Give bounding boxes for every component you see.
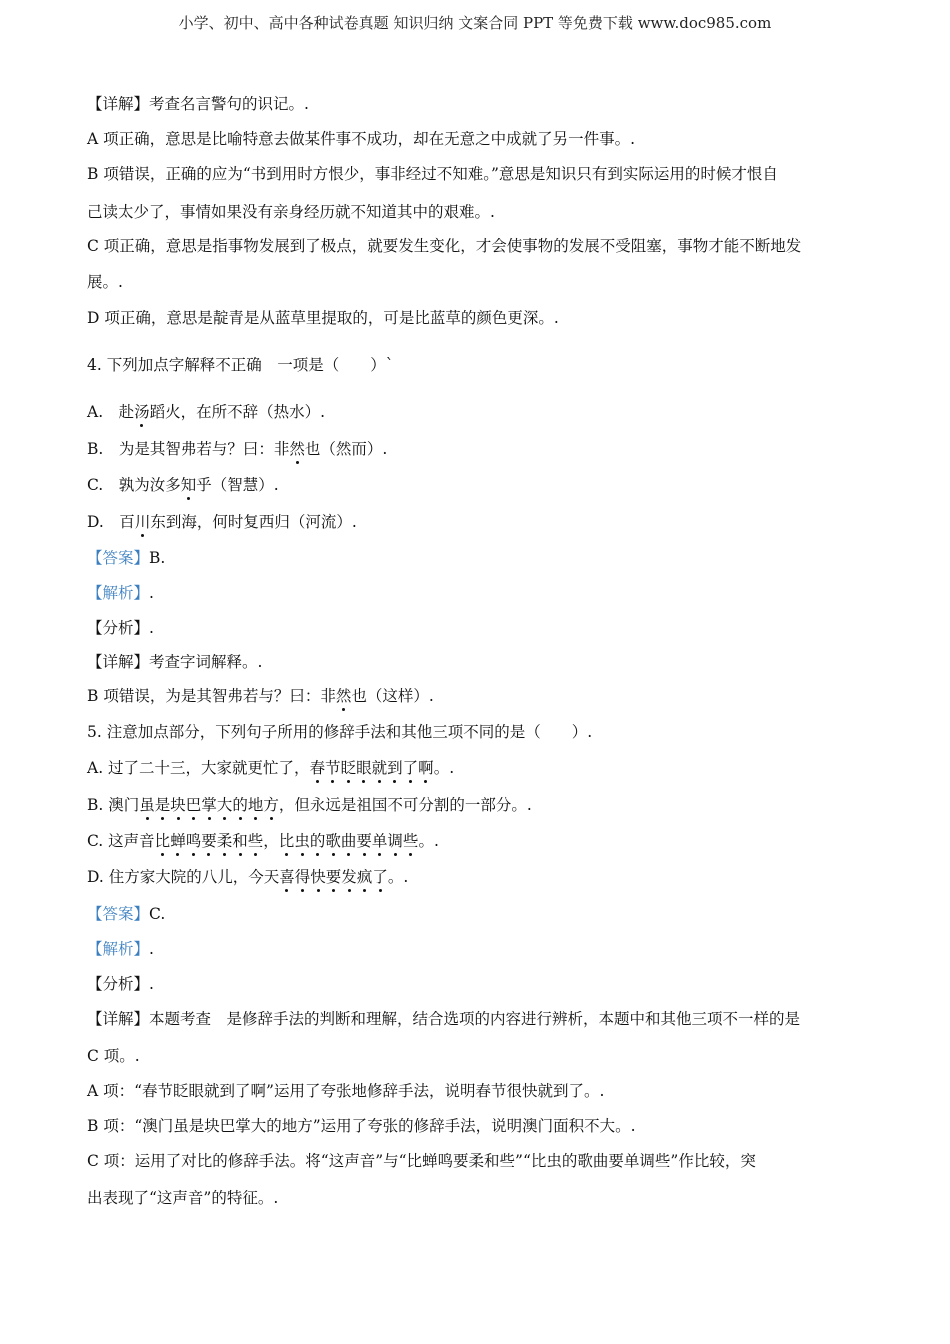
text-segment: D. 住方家大院的八儿，今天 <box>87 868 280 886</box>
text-segment: 出表现了“这声音”的特征。. <box>87 1189 279 1207</box>
emphasis-dot-char: 汤 <box>134 400 150 422</box>
text-line <box>87 200 495 222</box>
emphasis-dot-char: 单 <box>372 829 388 851</box>
text-segment: 展。. <box>87 273 123 291</box>
text-segment: D. 百 <box>87 513 135 531</box>
emphasis-dot-char: 地 <box>248 793 264 815</box>
text-segment: B 项：“澳门虽是块巴掌大的地方”运用了夸张的修辞手法，说明澳门面积不大。. <box>87 1117 636 1135</box>
text-line <box>87 437 387 459</box>
text-segment: B 项错误，正确的应为“书到用时方恨少，事非经过不知难。”意思是知识只有到实际运用的时候才恨自 <box>87 165 778 183</box>
text-line <box>87 92 309 114</box>
text-line <box>87 306 559 328</box>
emphasis-dot-char: 了 <box>372 865 388 887</box>
emphasis-dot-char: 然 <box>336 684 352 706</box>
section-label: 【解析】 <box>87 940 150 958</box>
emphasis-dot-char: 掌 <box>201 793 217 815</box>
text-segment: 【分析】. <box>87 975 154 993</box>
text-segment: ，但永远是祖国不可分割的一部分。. <box>278 796 532 814</box>
text-segment: 4. 下列加点字解释不正确 一项是（ ）` <box>87 356 394 374</box>
text-segment: 东到海，何时复西归（河流）. <box>150 513 357 531</box>
emphasis-dot-char: 要 <box>356 829 372 851</box>
text-line <box>87 1079 604 1101</box>
text-segment: C. <box>149 905 166 923</box>
text-segment: C 项：运用了对比的修辞手法。将“这声音”与“比蝉鸣要柔和些”“比虫的歌曲要单调些”作比较，突 <box>87 1152 756 1170</box>
section-label: 【答案】 <box>87 905 150 923</box>
text-line <box>87 270 123 292</box>
emphasis-dot-char: 方 <box>263 793 279 815</box>
text-segment: ， <box>263 832 279 850</box>
text-segment: . <box>149 940 154 958</box>
emphasis-dot-char: 要 <box>326 865 342 887</box>
emphasis-dot-char: 眼 <box>356 756 372 778</box>
emphasis-dot-char: 眨 <box>341 756 357 778</box>
emphasis-dot-char: 些 <box>248 829 264 851</box>
emphasis-dot-char: 虽 <box>139 793 155 815</box>
emphasis-dot-char: 些 <box>403 829 419 851</box>
text-line <box>87 353 393 375</box>
emphasis-dot-char: 川 <box>135 510 151 532</box>
text-segment: 【详解】考查名言警句的识记。. <box>87 95 309 113</box>
text-line <box>87 793 532 815</box>
emphasis-dot-char: 比 <box>155 829 171 851</box>
emphasis-dot-char: 疯 <box>357 865 373 887</box>
emphasis-dot-char: 知 <box>181 473 197 495</box>
text-segment: 【详解】本题考查 是修辞手法的判断和理解，结合选项的内容进行辨析，本题中和其他三项不一样的是 <box>87 1010 801 1028</box>
text-segment: 乎（智慧）. <box>196 476 279 494</box>
text-line <box>87 972 154 994</box>
text-line <box>87 650 262 672</box>
text-segment: C 项。. <box>87 1047 140 1065</box>
text-line <box>87 865 408 887</box>
text-segment: A. 赴 <box>87 403 135 421</box>
emphasis-dot-char: 到 <box>387 756 403 778</box>
emphasis-dot-char: 然 <box>289 437 305 459</box>
text-line <box>87 127 635 149</box>
text-segment: 【分析】. <box>87 619 154 637</box>
emphasis-dot-char: 就 <box>372 756 388 778</box>
text-line <box>87 546 165 568</box>
emphasis-dot-char: 和 <box>232 829 248 851</box>
text-segment: A 项正确，意思是比喻特意去做某件事不成功，却在无意之中成就了另一件事。. <box>87 130 636 148</box>
text-segment: B. 澳门 <box>87 796 140 814</box>
text-segment: 也（这样）. <box>351 687 434 705</box>
emphasis-dot-char: 块 <box>170 793 186 815</box>
text-segment: C 项正确，意思是指事物发展到了极点，就要发生变化，才会使事物的发展不受阻塞，事物才能不断地发 <box>87 237 802 255</box>
emphasis-dot-char: 节 <box>325 756 341 778</box>
text-line <box>87 720 592 742</box>
emphasis-dot-char: 的 <box>310 829 326 851</box>
text-segment: B. 为是其智弗若与？曰：非 <box>87 440 290 458</box>
emphasis-dot-char: 鸣 <box>186 829 202 851</box>
emphasis-dot-char: 了 <box>403 756 419 778</box>
section-label: 【答案】 <box>87 549 150 567</box>
text-line <box>87 473 279 495</box>
text-line <box>87 902 165 924</box>
text-segment: 【详解】考查字词解释。. <box>87 653 263 671</box>
text-line <box>87 1114 636 1136</box>
emphasis-dot-char: 比 <box>279 829 295 851</box>
page-header: 小学、初中、高中各种试卷真题 知识归纳 文案合同 PPT 等免费下载 www.doc985.com <box>178 14 772 32</box>
emphasis-dot-char: 调 <box>387 829 403 851</box>
emphasis-dot-char: 啊 <box>418 756 434 778</box>
text-segment: A. 过了二十三，大家就更忙了， <box>87 759 310 777</box>
emphasis-dot-char: 快 <box>310 865 326 887</box>
text-segment: D 项正确，意思是靛青是从蓝草里提取的，可是比蓝草的颜色更深。. <box>87 309 559 327</box>
text-line <box>87 684 434 706</box>
text-segment: . <box>149 584 154 602</box>
text-line <box>87 510 357 532</box>
text-line <box>87 1186 278 1208</box>
text-segment: B 项错误，为是其智弗若与？曰：非 <box>87 687 336 705</box>
emphasis-dot-char: 蝉 <box>170 829 186 851</box>
text-segment: 蹈火，在所不辞（热水）. <box>149 403 326 421</box>
emphasis-dot-char: 要 <box>201 829 217 851</box>
text-line <box>87 829 439 851</box>
text-segment: 。. <box>387 868 409 886</box>
emphasis-dot-char: 柔 <box>217 829 233 851</box>
emphasis-dot-char: 虫 <box>294 829 310 851</box>
emphasis-dot-char: 喜 <box>279 865 295 887</box>
emphasis-dot-char: 大 <box>217 793 233 815</box>
text-segment: 。. <box>418 832 439 850</box>
text-line <box>87 400 325 422</box>
text-line <box>87 937 154 959</box>
emphasis-dot-char: 是 <box>155 793 171 815</box>
text-line <box>87 234 801 256</box>
emphasis-dot-char: 的 <box>232 793 248 815</box>
text-line <box>87 162 778 184</box>
emphasis-dot-char: 得 <box>295 865 311 887</box>
section-label: 【解析】 <box>87 584 150 602</box>
text-line <box>87 1149 756 1171</box>
text-segment: A 项：“春节眨眼就到了啊”运用了夸张地修辞手法，说明春节很快就到了。. <box>87 1082 605 1100</box>
text-line <box>87 581 154 603</box>
emphasis-dot-char: 歌 <box>325 829 341 851</box>
text-line <box>87 1007 800 1029</box>
emphasis-dot-char: 巴 <box>186 793 202 815</box>
emphasis-dot-char: 曲 <box>341 829 357 851</box>
text-line <box>87 616 154 638</box>
text-segment: B. <box>149 549 166 567</box>
text-segment: C. 孰为汝多 <box>87 476 181 494</box>
text-segment: 也（然而）. <box>304 440 388 458</box>
emphasis-dot-char: 发 <box>341 865 357 887</box>
text-line <box>87 1044 140 1066</box>
text-segment: 5. 注意加点部分，下列句子所用的修辞手法和其他三项不同的是（ ）. <box>87 723 593 741</box>
text-line <box>87 756 454 778</box>
text-segment: 己读太少了，事情如果没有亲身经历就不知道其中的艰难。. <box>87 203 495 221</box>
text-segment: 。. <box>433 759 455 777</box>
emphasis-dot-char: 春 <box>310 756 326 778</box>
text-segment: C. 这声音 <box>87 832 155 850</box>
